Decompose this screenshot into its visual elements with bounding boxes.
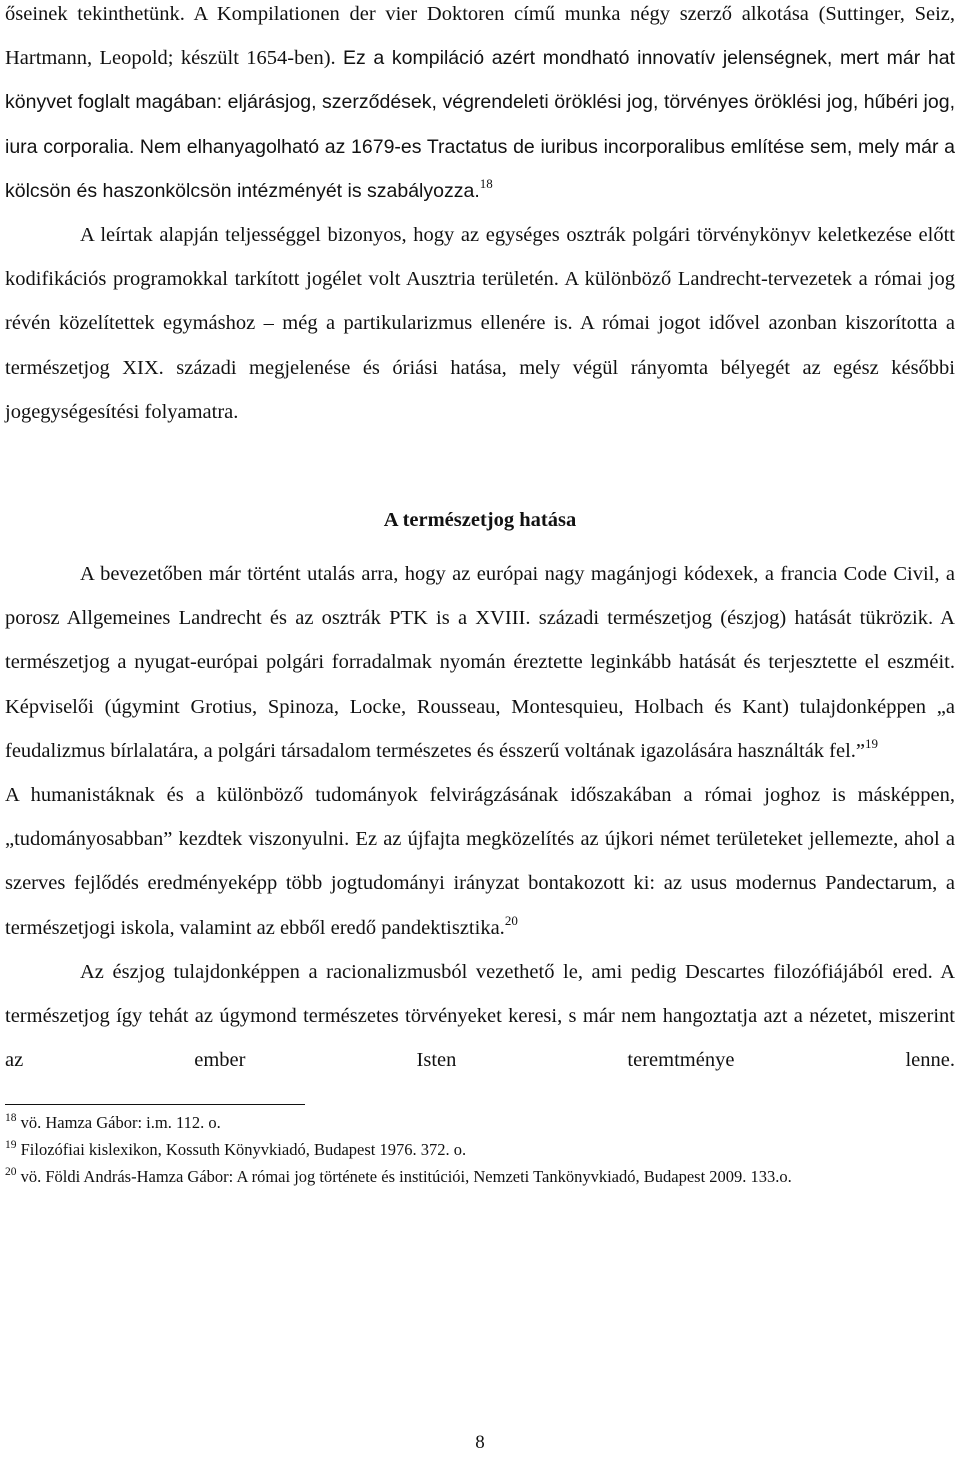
footnote-number: 20 bbox=[5, 1166, 17, 1179]
heading-gap bbox=[5, 542, 955, 552]
paragraph-text: Az észjog tulajdonképpen a racionalizmusból vezethető le, ami pedig Descartes filozófiájából ered. A természetjog így tehát az úgymond természetes törvényeket keresi, s már nem hangoztatja azt a nézetet, miszerint az ember Isten teremtménye lenne. bbox=[5, 960, 955, 1072]
footnote-ref-19: 19 bbox=[865, 735, 879, 751]
paragraph-leirtak bbox=[5, 213, 955, 434]
footnote-19 bbox=[5, 1136, 955, 1163]
paragraph-eszjog bbox=[5, 950, 955, 1083]
section-gap bbox=[5, 434, 955, 498]
footnote-18 bbox=[5, 1109, 955, 1136]
footnote-separator bbox=[5, 1104, 305, 1105]
paragraph-text: A leírtak alapján teljességgel bizonyos, hogy az egységes osztrák polgári törvénykönyv keletkezése előtt kodifikációs programokkal tarkított jogélet volt Ausztria területén. A különböző Landrecht-tervezetek a római jog révén közelítettek egymáshoz – még a partikularizmus ellenére is. A római jogot idővel azonban kiszorította a természetjog XIX. századi megjelenése és óriási hatása, mely végül rányomta bélyegét az egész későbbi jogegységesítési folyamatra. bbox=[5, 224, 955, 423]
footnote-text: vö. Földi András-Hamza Gábor: A római jog története és institúciói, Nemzeti Tankönyvkiadó, Budapest 2009. 133.o. bbox=[20, 1167, 792, 1187]
paragraph-text-serif: őseinek tekinthetünk. A Kompilationen der vier Doktoren című munka négy szerző alkotása (Suttinger, Seiz, Hartmann, Leopold; készült 1654-ben). bbox=[5, 3, 955, 70]
paragraph-bevezeto bbox=[5, 552, 955, 773]
paragraph-humanistak bbox=[5, 773, 955, 950]
footnote-20 bbox=[5, 1163, 955, 1190]
footnote-number: 19 bbox=[5, 1139, 17, 1152]
footnote-ref-20: 20 bbox=[504, 912, 518, 928]
document-page bbox=[5, 0, 955, 1190]
section-heading: A természetjog hatása bbox=[383, 509, 577, 532]
paragraph-text-sans: Ez a kompiláció azért mondható innovatív jelenségnek, mert már hat könyvet foglalt magában: eljárásjog, szerződések, végrendeleti öröklési jog, törvényes öröklési jog, hűbéri jog, iura corporalia. Nem elhanyagolható az 1679-es Tractatus de iuribus incorporalibus említése sem, mely már a kölcsön és haszonkölcsön intézményét is szabályozza. bbox=[5, 47, 955, 202]
paragraph-kompilation bbox=[5, 0, 955, 213]
footnote-number: 18 bbox=[5, 1112, 17, 1125]
paragraph-text: A humanistáknak és a különböző tudományok felvirágzásának időszakában a római joghoz is másképpen, „tudományosabban” kezdtek viszonyulni. Ez az újfajta megközelítés az újkori német területeket jellemezte, ahol a szerves fejlődés eredményeképp több jogtudományi irányzat bontakozott ki: az usus modernus Pandectarum, a természetjogi iskola, valamint az ebből eredő pandektisztika. bbox=[5, 784, 955, 939]
footnote-text: Filozófiai kislexikon, Kossuth Könyvkiadó, Budapest 1976. 372. o. bbox=[20, 1140, 467, 1160]
footnote-text: vö. Hamza Gábor: i.m. 112. o. bbox=[20, 1113, 221, 1133]
paragraph-text: A bevezetőben már történt utalás arra, hogy az európai nagy magánjogi kódexek, a francia Code Civil, a porosz Allgemeines Landrecht és az osztrák PTK is a XVIII. századi természetjog (észjog) hatását tükrözik. A természetjog a nyugat-európai polgári forradalmak nyomán éreztette leginkább hatását és terjesztette el eszméit. Képviselői (úgymint Grotius, Spinoza, Locke, Rousseau, Montesquieu, Holbach és Kant) tulajdonképpen „a feudalizmus bírlalatára, a polgári társadalom természetes és ésszerű voltának igazolására használták fel.” bbox=[5, 563, 955, 762]
page-number: 8 bbox=[475, 1432, 485, 1453]
footnote-ref-18: 18 bbox=[479, 175, 493, 191]
